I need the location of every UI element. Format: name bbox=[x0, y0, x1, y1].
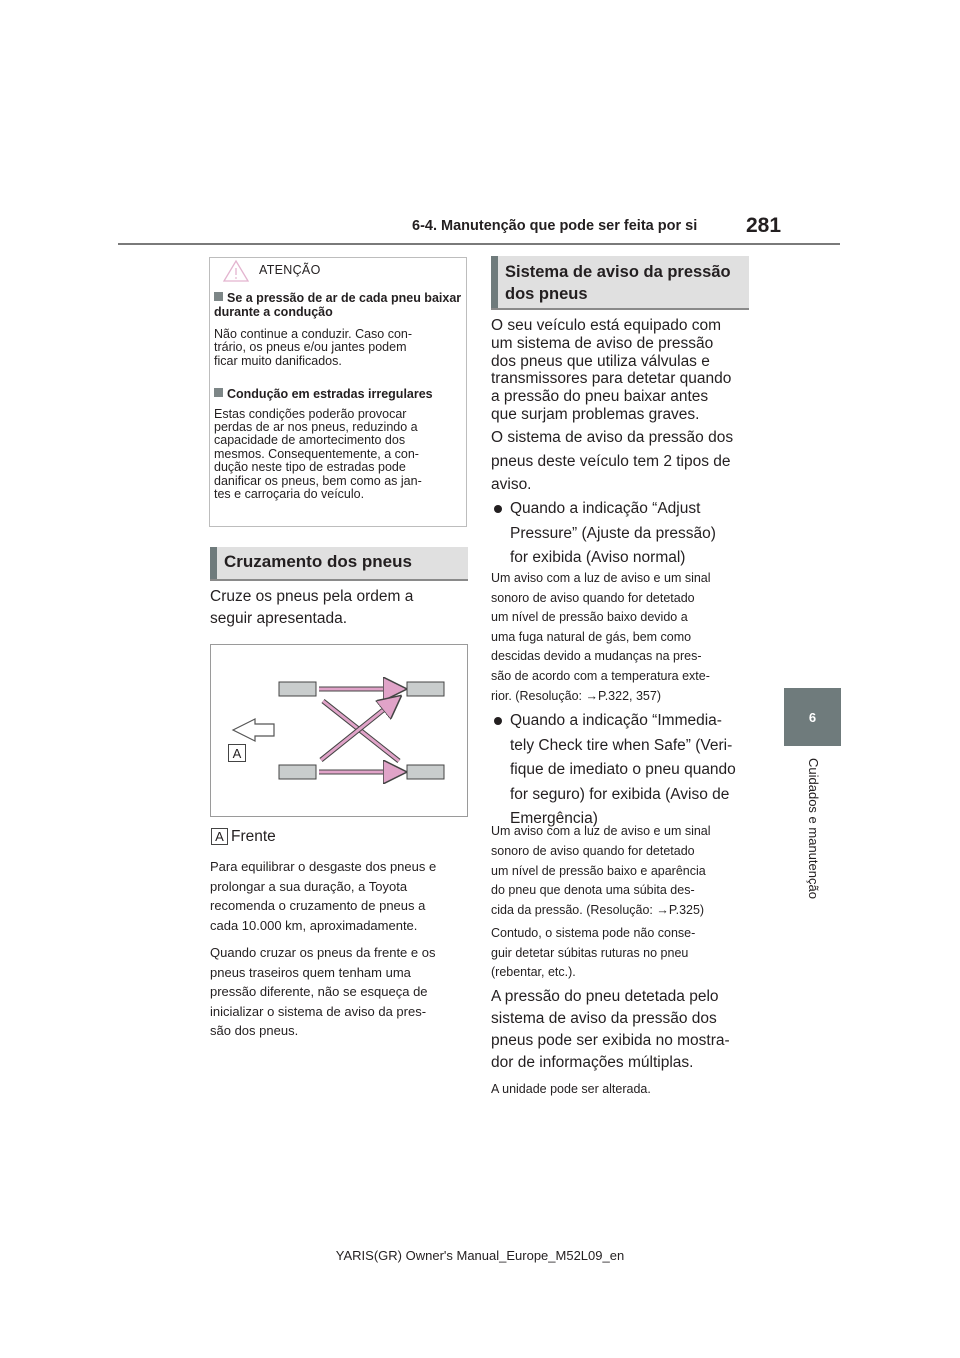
square-bullet-icon bbox=[214, 292, 223, 301]
tpms-types-text: O sistema de aviso da pressão dos pneus deste veículo tem 2 tipos de aviso. bbox=[491, 429, 734, 493]
page-number: 281 bbox=[746, 214, 782, 237]
caution-item-heading: Se a pressão de ar de cada pneu baixar durante a condução bbox=[214, 291, 462, 319]
section-header-tpms: Sistema de aviso da pressão dos pneus bbox=[491, 256, 749, 308]
caution-item-2 bbox=[214, 388, 464, 501]
tpms-limitation-note: Contudo, o sistema pode não conse- guir detetar súbitas ruturas no pneu (rebentar, etc.). bbox=[491, 926, 696, 979]
caution-item-1 bbox=[214, 292, 464, 368]
caution-title: ATENÇÃO bbox=[259, 263, 321, 277]
diagram-marker-a: A bbox=[228, 744, 246, 762]
bullet-dot-icon bbox=[494, 505, 502, 513]
section-title: 6-4. Manutenção que pode ser feita por si bbox=[412, 218, 698, 234]
tpms-intro: O seu veículo está equipado com um sistema de aviso de pressão dos pneus que utiliza válvulas e transmissores para detetar quando a pressão do pneu baixar antes que surjam problemas graves. bbox=[491, 317, 732, 423]
tire-rotation-intro: Cruze os pneus pela ordem a seguir apresentada. bbox=[210, 588, 414, 627]
tire-front-left-icon bbox=[279, 682, 316, 696]
warning-type-emergency: Quando a indicação “Immedia- tely Check tire when Safe” (Veri- fique de imediato o pneu quando for seguro) for exibida (Aviso de Emergência) bbox=[494, 709, 756, 832]
tire-rear-right-icon bbox=[407, 765, 444, 779]
caution-item-heading: Condução em estradas irregulares bbox=[214, 388, 464, 402]
square-bullet-icon bbox=[214, 388, 223, 397]
front-direction-arrow-icon bbox=[233, 719, 274, 741]
tpms-unit-note: A unidade pode ser alterada. bbox=[491, 1082, 651, 1096]
tire-front-right-icon bbox=[279, 765, 316, 779]
footer-manual-id: YARIS(GR) Owner's Manual_Europe_M52L09_en bbox=[335, 1248, 625, 1263]
chapter-label: Cuidados e manutenção bbox=[806, 758, 821, 899]
warning-type-normal-desc: Um aviso com a luz de aviso e um sinal sonoro de aviso quando for detetado um nível de pressão baixo devido a uma fuga natural de gás, bem como descidas devido a mudanças na pres- são de acordo com a temperatura exte- rior. (Resolução: →P.322, 357) bbox=[491, 571, 711, 703]
section-header-underline bbox=[210, 579, 468, 581]
section-header-underline bbox=[491, 308, 749, 310]
bullet-dot-icon bbox=[494, 717, 502, 725]
header-divider bbox=[118, 243, 840, 245]
legend-marker-a: A bbox=[211, 828, 228, 845]
warning-type-emergency-desc: Um aviso com a luz de aviso e um sinal sonoro de aviso quando for detetado um nível de pressão baixo e aparência do pneu que denota uma súbita des- cida da pressão. (Resolução: →P.325) bbox=[491, 824, 711, 918]
tpms-display-text: A pressão do pneu detetada pelo sistema de aviso da pressão dos pneus pode ser exibida no mostra- dor de informações múltiplas. bbox=[491, 988, 730, 1071]
tire-rotation-paragraph-2: Quando cruzar os pneus da frente e os pneus traseiros quem tenham uma pressão diferente, não se esqueça de inicializar o sistema de aviso da pres- são dos pneus. bbox=[210, 945, 436, 1038]
section-header-tire-rotation: Cruzamento dos pneus bbox=[210, 547, 468, 579]
warning-triangle-icon bbox=[222, 259, 250, 283]
tire-rotation-paragraph-1: Para equilibrar o desgaste dos pneus e prolongar a sua duração, a Toyota recomenda o cruzamento de pneus a cada 10.000 km, aproximadamente. bbox=[210, 859, 437, 933]
caution-item-text: Não continue a conduzir. Caso con- trário, os pneus e/ou jantes podem ficar muito danificados. bbox=[214, 327, 413, 368]
caution-item-text: Estas condições poderão provocar perdas de ar nos pneus, reduzindo a capacidade de amortecimento dos mesmos. Consequentemente, a con- dução neste tipo de estradas pode danificar os pneus, bem como as jan- tes e carroçaria do veículo. bbox=[214, 406, 422, 501]
warning-type-normal: Quando a indicação “Adjust Pressure” (Ajuste da pressão) for exibida (Aviso normal) bbox=[494, 497, 756, 571]
tire-rear-left-icon bbox=[407, 682, 444, 696]
chapter-tab[interactable]: 6 bbox=[784, 688, 841, 746]
tire-rotation-diagram bbox=[210, 644, 468, 817]
legend-label-front: Frente bbox=[231, 828, 276, 845]
